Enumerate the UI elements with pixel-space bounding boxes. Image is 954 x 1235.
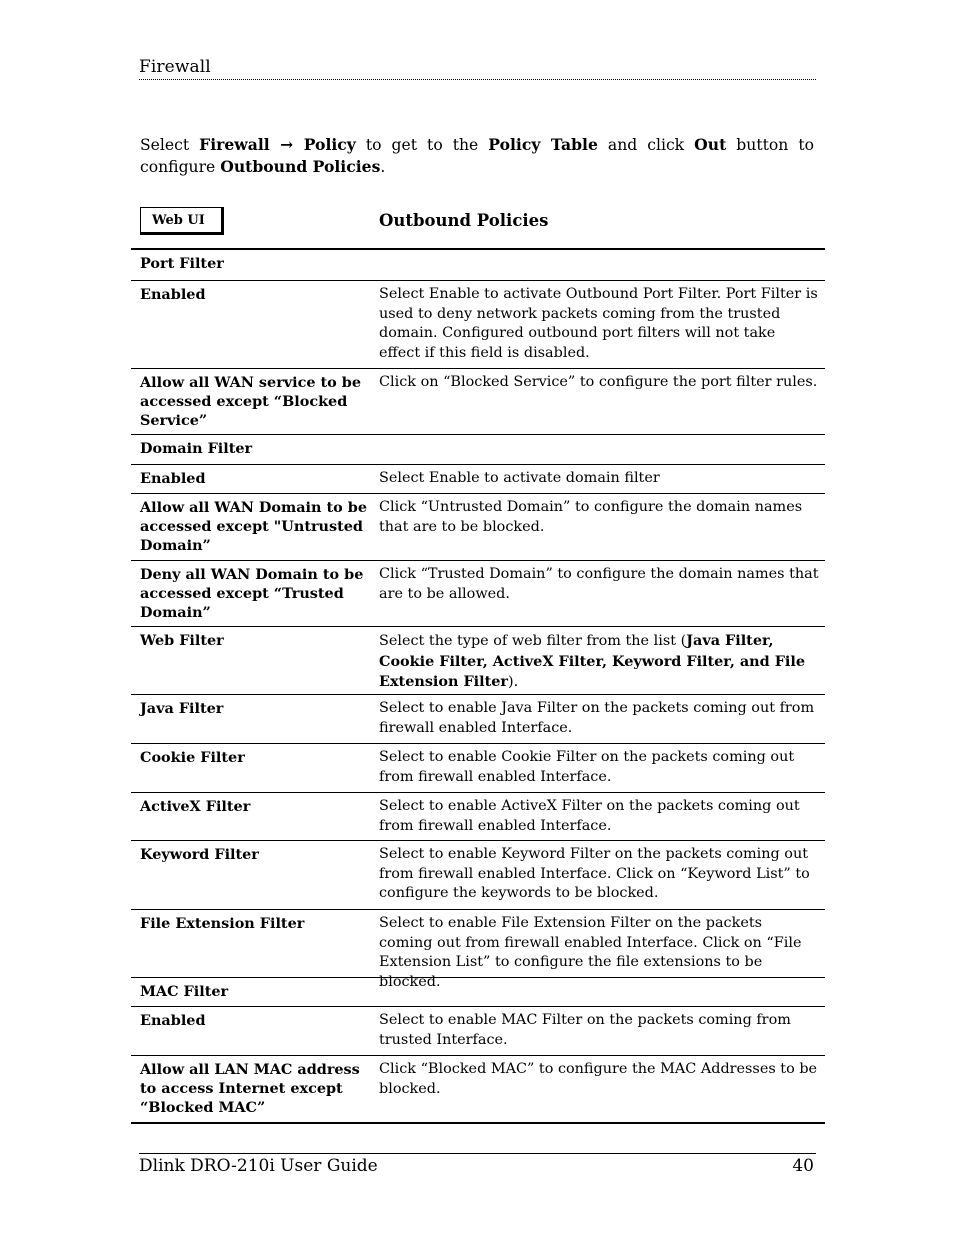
row-description: Click “Trusted Domain” to configure the domain names that are to be allowed. [379, 566, 819, 602]
intro-text-3: and click [597, 136, 695, 154]
page-number: 40 [792, 1156, 814, 1176]
intro-arrow: → [269, 135, 304, 154]
table-row [131, 561, 825, 627]
table-row [131, 435, 825, 465]
table-row [131, 793, 825, 841]
table-row [131, 695, 825, 744]
row-description [379, 439, 825, 458]
web-filter-desc-types: Java Filter, Cookie Filter, ActiveX Filter, Keyword Filter, and File Extension Filter [379, 632, 806, 690]
row-description: Click “Untrusted Domain” to configure the domain names that are to be blocked. [379, 499, 803, 535]
row-description: Click “Blocked MAC” to configure the MAC Addresses to be blocked. [379, 1061, 818, 1097]
intro-policy-table: Policy Table [488, 135, 598, 154]
row-label: Keyword Filter [140, 846, 259, 863]
intro-text-4: button to configure [140, 136, 814, 176]
header-divider [139, 79, 816, 80]
row-description [379, 254, 825, 274]
intro-outbound-policies: Outbound Policies [220, 157, 381, 176]
row-description: Click on “Blocked Service” to configure the port filter rules. [379, 374, 818, 390]
row-label: Deny all WAN Domain to be accessed except “Trusted Domain” [140, 566, 364, 621]
row-label: Web Filter [140, 632, 224, 649]
table-row [131, 1056, 825, 1124]
table-row [131, 1007, 825, 1056]
table-row [131, 744, 825, 793]
row-label: File Extension Filter [140, 915, 305, 932]
row-description: Select Enable to activate Outbound Port Filter. Port Filter is used to deny network packets coming from the trusted domain. Configured outbound port filters will not take effect if this field is disabled. [379, 286, 818, 361]
footer-guide-title: Dlink DRO-210i User Guide [139, 1156, 378, 1176]
row-label: Java Filter [140, 700, 224, 717]
row-label: Enabled [140, 470, 206, 487]
row-label: Enabled [140, 286, 206, 303]
web-ui-label-box: Web UI [140, 207, 224, 235]
row-description: Select to enable ActiveX Filter on the packets coming out from firewall enabled Interface. [379, 798, 800, 834]
row-label: Allow all WAN Domain to be accessed except "Untrusted Domain” [140, 499, 367, 554]
table-row [131, 910, 825, 990]
table-row [131, 369, 825, 435]
intro-policy: Policy [303, 135, 356, 154]
row-label: Allow all LAN MAC address to access Internet except “Blocked MAC” [140, 1061, 360, 1116]
table-row [131, 627, 825, 695]
row-label: Allow all WAN service to be accessed except “Blocked Service” [140, 374, 362, 429]
page-header-title: Firewall [139, 57, 211, 77]
intro-text-2: to get to the [355, 136, 489, 154]
outbound-policies-table [131, 248, 825, 1124]
table-row [131, 281, 825, 369]
table-row [131, 978, 825, 1007]
table-row [131, 465, 825, 494]
row-label: Port Filter [140, 255, 224, 272]
section-title: Outbound Policies [379, 211, 549, 230]
row-label: Enabled [140, 1012, 206, 1029]
row-description: Select to enable Java Filter on the packets coming out from firewall enabled Interface. [379, 700, 815, 736]
row-description: Select to enable File Extension Filter on the packets coming out from firewall enabled Interface. Click on “File Extension List” to configure the file extensions to be blocked. [379, 915, 802, 990]
web-filter-desc-pre: Select the type of web filter from the list ( [379, 633, 687, 649]
intro-firewall: Firewall [199, 135, 270, 154]
row-description [379, 982, 825, 1000]
intro-out: Out [694, 135, 727, 154]
row-description: Select to enable Keyword Filter on the packets coming out from firewall enabled Interface. Click on “Keyword List” to configure the keywords to be blocked. [379, 846, 810, 901]
intro-text-5: . [380, 158, 386, 176]
row-description: Select to enable MAC Filter on the packets coming from trusted Interface. [379, 1012, 791, 1048]
row-description [379, 631, 825, 688]
row-label: MAC Filter [140, 983, 229, 1000]
row-label: ActiveX Filter [140, 798, 251, 815]
row-label: Cookie Filter [140, 749, 245, 766]
row-description: Select to enable Cookie Filter on the packets coming out from firewall enabled Interface. [379, 749, 795, 785]
table-row [131, 250, 825, 281]
table-row [131, 841, 825, 910]
row-description: Select Enable to activate domain filter [379, 470, 660, 486]
intro-text-1: Select [140, 136, 200, 154]
row-label: Domain Filter [140, 440, 253, 457]
footer-divider [139, 1153, 816, 1154]
table-row [131, 494, 825, 561]
intro-paragraph [140, 134, 814, 178]
web-filter-desc-post: ). [508, 674, 519, 690]
